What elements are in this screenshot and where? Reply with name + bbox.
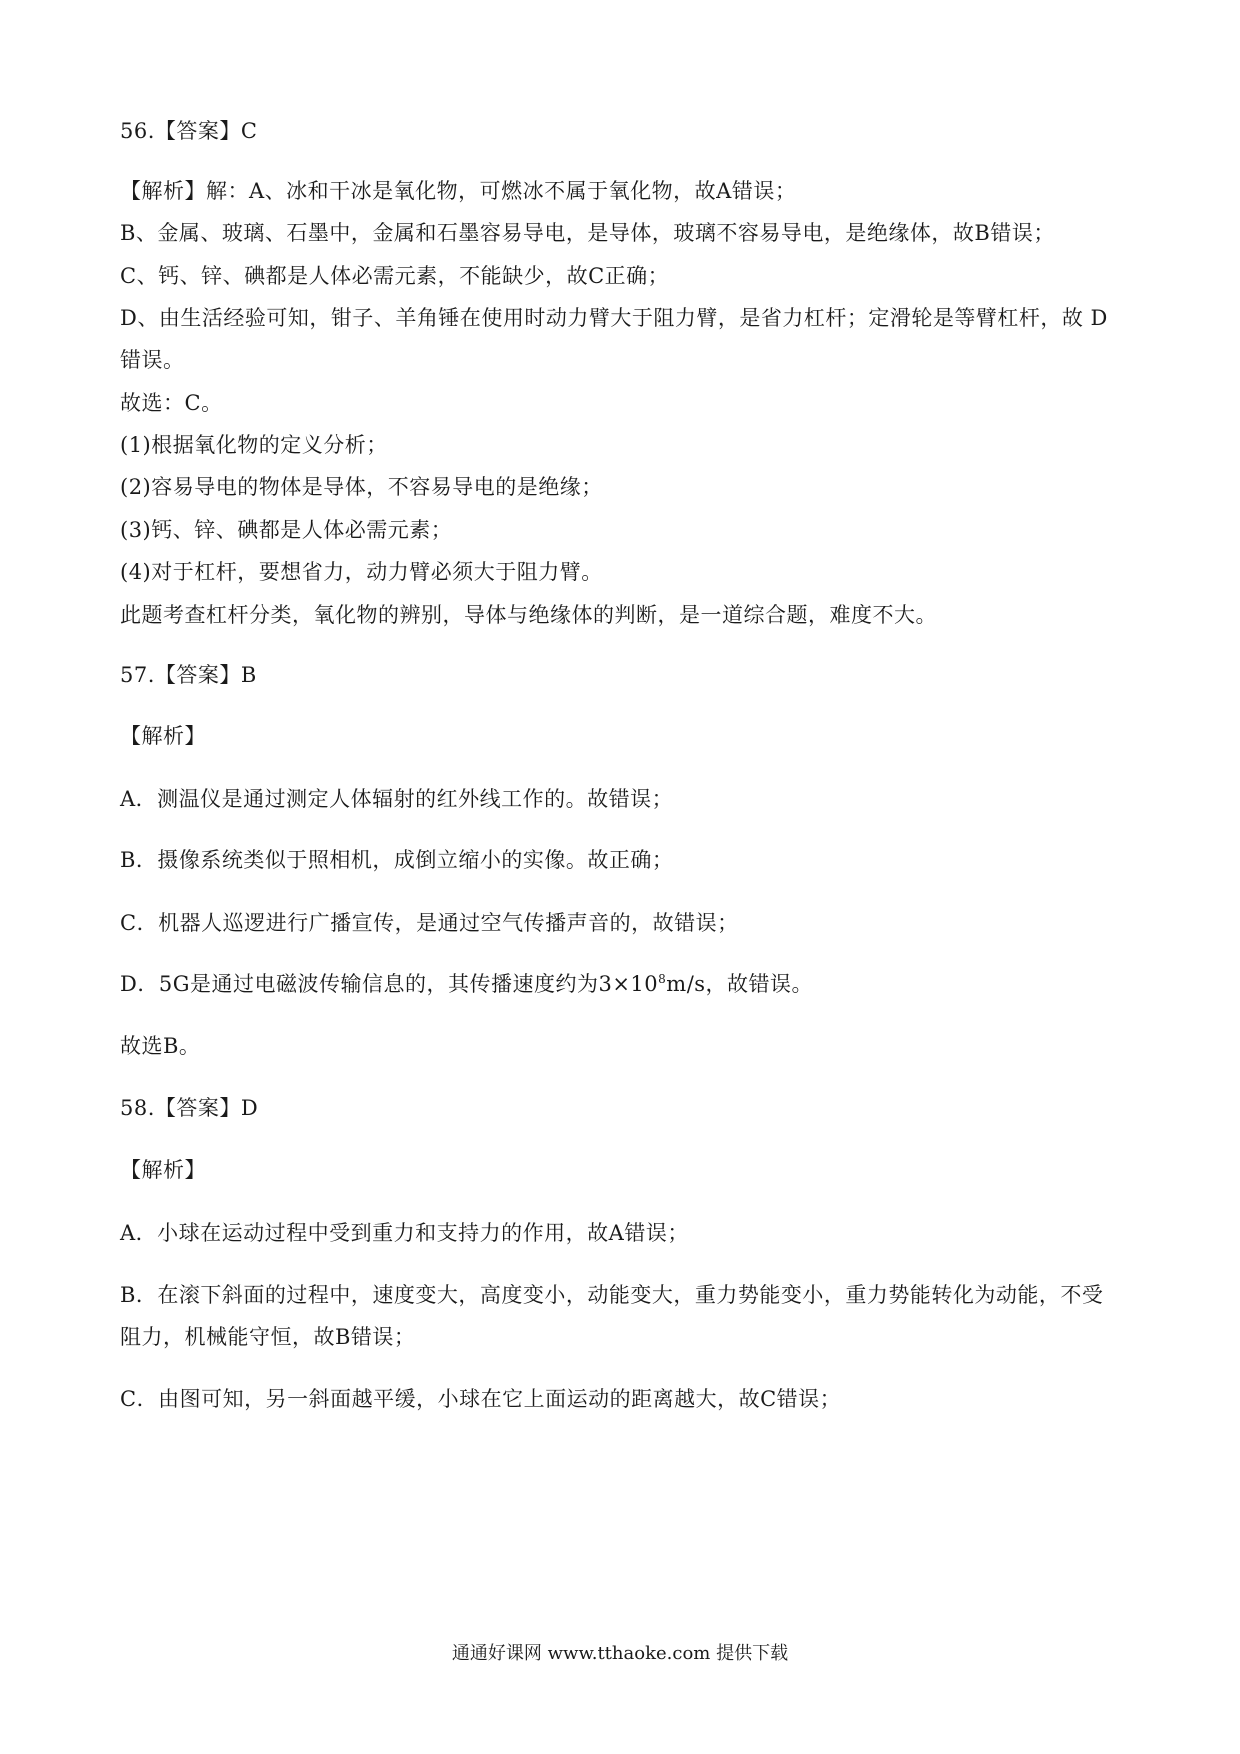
document-page xyxy=(120,0,1120,1754)
q57-option-d-text: D．5G是通过电磁波传输信息的，其传播速度约为3×10 xyxy=(120,972,659,996)
page-footer: 通通好课网 www.tthaoke.com 提供下载 xyxy=(451,1643,789,1664)
q56-note-4: (4)对于杠杆，要想省力，动力臂必须大于阻力臂。 xyxy=(120,560,603,584)
q57-analysis-title: 【解析】 xyxy=(120,724,206,748)
q57-choose: 故选B。 xyxy=(120,1034,201,1058)
q57-option-b: B．摄像系统类似于照相机，成倒立缩小的实像。故正确； xyxy=(120,848,674,872)
q57-option-c: C．机器人巡逻进行广播宣传，是通过空气传播声音的，故错误； xyxy=(120,911,739,935)
q56-analysis-4a: D、由生活经验可知，钳子、羊角锤在使用时动力臂大于阻力臂，是省力杠杆；定滑轮是等臂杠杆，故 D xyxy=(120,306,1108,330)
q57-option-d xyxy=(120,969,813,1002)
q57-option-d-exponent: 8 xyxy=(658,972,667,986)
q56-summary: 此题考查杠杆分类，氧化物的辨别，导体与绝缘体的判断，是一道综合题，难度不大。 xyxy=(120,603,937,627)
q58-option-c: C．由图可知，另一斜面越平缓，小球在它上面运动的距离越大，故C错误； xyxy=(120,1387,842,1411)
q56-note-3: (3)钙、锌、碘都是人体必需元素； xyxy=(120,518,453,542)
q58-option-a: A．小球在运动过程中受到重力和支持力的作用，故A错误； xyxy=(120,1221,689,1245)
q57-option-d-unit: m/s，故错误。 xyxy=(666,972,814,996)
q56-analysis-1: 【解析】解：A、冰和干冰是氧化物，可燃冰不属于氧化物，故A错误； xyxy=(120,179,797,203)
q56-choose: 故选：C。 xyxy=(120,391,223,415)
q56-analysis-3: C、钙、锌、碘都是人体必需元素，不能缺少，故C正确； xyxy=(120,264,670,288)
q58-option-b-2: 阻力，机械能守恒，故B错误； xyxy=(120,1325,416,1349)
q58-answer: 58.【答案】D xyxy=(120,1096,259,1120)
q56-analysis-4b: 错误。 xyxy=(120,348,185,372)
q56-note-1: (1)根据氧化物的定义分析； xyxy=(120,433,388,457)
q56-analysis-2: B、金属、玻璃、石墨中，金属和石墨容易导电，是导体，玻璃不容易导电，是绝缘体，故B错误； xyxy=(120,221,1055,245)
q56-note-2: (2)容易导电的物体是导体，不容易导电的是绝缘； xyxy=(120,475,603,499)
q56-answer: 56.【答案】C xyxy=(120,119,258,143)
q57-answer: 57.【答案】B xyxy=(120,663,257,687)
q58-analysis-title: 【解析】 xyxy=(120,1158,206,1182)
q57-option-a: A．测温仪是通过测定人体辐射的红外线工作的。故错误； xyxy=(120,787,674,811)
q58-option-b-1: B．在滚下斜面的过程中，速度变大，高度变小，动能变大，重力势能变小，重力势能转化为动能，不受 xyxy=(120,1283,1104,1307)
